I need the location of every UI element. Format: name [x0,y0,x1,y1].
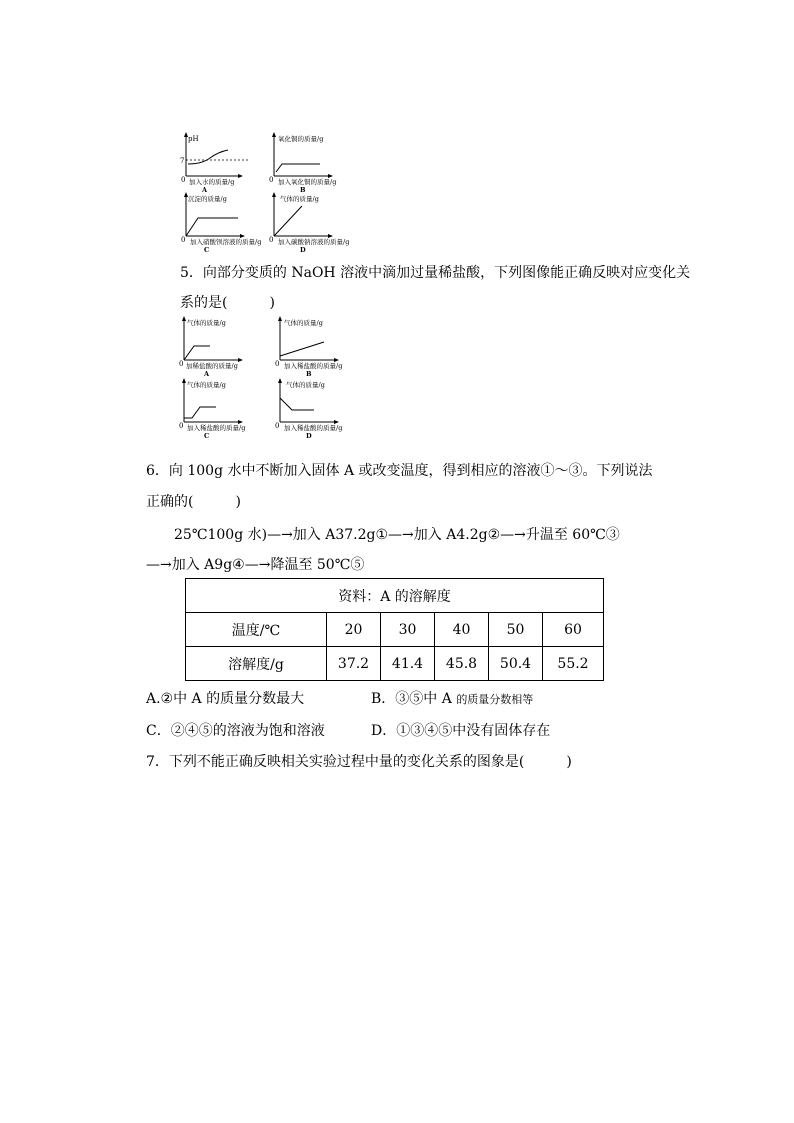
q4-a-origin: 0 [181,176,186,184]
q5-d-xlabel: 加入稀盐酸的质量/g [284,424,343,432]
q4-graph-b [268,132,358,194]
q5-graph-d [274,378,364,440]
temperature-cell: 40 [435,613,489,647]
solubility-cell: 55.2 [543,647,604,681]
q5-c-origin: 0 [179,422,184,430]
q5-stem-line1: 5．向部分变质的 NaOH 溶液中滴加过量稀盐酸，下列图像能正确反映对应变化关 [180,265,691,281]
q4-a-ylabel: pH [188,135,199,143]
solubility-table-title: 资料：A 的溶解度 [186,579,604,613]
q4-d-xlabel: 加入碳酸钠溶液的质量/g [278,238,350,246]
q5-a-letter: A [204,370,210,378]
q5-graph-a [178,316,268,378]
q5-b-ylabel: 气体的质量/g [284,319,323,327]
q5-b-xlabel: 加入稀盐酸的质量/g [284,362,343,370]
solubility-table [185,578,604,681]
q7-stem: 7．下列不能正确反映相关实验过程中量的变化关系的图象是( ) [146,754,572,770]
q6-option-a: A.②中 A 的质量分数最大 [146,691,305,707]
q4-graph-c [180,192,270,254]
q4-c-ylabel: 沉淀的质量/g [188,195,227,203]
q5-d-ylabel: 气体的质量/g [286,381,325,389]
q6-stem-line2: 正确的( ) [146,494,241,510]
q6-option-d: D．①③④⑤中没有固体存在 [371,723,551,739]
q4-b-letter: B [300,186,306,194]
q6-flow-line2: —→加入 A9g④—→降温至 50℃⑤ [146,557,365,573]
q4-d-letter: D [300,246,306,254]
q6-option-b-main: B．③⑤中 A [371,691,457,707]
q6-flow-line1: 25℃100g 水)—→加入 A37.2g①—→加入 A4.2g②—→升温至 60℃③ [174,527,620,543]
solubility-cell: 45.8 [435,647,489,681]
q5-a-ylabel: 气体的质量/g [187,319,226,327]
q5-c-ylabel: 气体的质量/g [187,381,226,389]
temperature-cell: 50 [489,613,543,647]
q5-b-origin: 0 [275,360,280,368]
q4-graph-a [180,132,260,194]
q6-option-b [371,688,533,708]
temperature-cell: 30 [381,613,435,647]
q4-c-origin: 0 [181,236,186,244]
q6-option-b-small: 的质量分数相等 [456,693,534,706]
q6-option-c: C．②④⑤的溶液为饱和溶液 [146,723,325,739]
q4-a-letter: A [202,186,208,194]
q6-stem-line1: 6．向 100g 水中不断加入固体 A 或改变温度，得到相应的溶液①～③。下列说法 [146,463,653,479]
q4-graph-d [268,192,358,254]
q4-a-ytick: 7 [180,157,185,165]
temperature-cell: 60 [543,613,604,647]
q5-d-origin: 0 [275,422,280,430]
solubility-cell: 50.4 [489,647,543,681]
q5-stem-line2: 系的是( ) [180,295,275,311]
q5-d-letter: D [306,432,312,440]
q4-c-xlabel: 加入硝酸钡溶液的质量/g [190,238,262,246]
q5-b-letter: B [306,370,312,378]
q5-c-xlabel: 加入稀盐酸的质量/g [187,424,246,432]
q4-d-ylabel: 气体的质量/g [280,195,319,203]
solubility-cell: 37.2 [327,647,381,681]
q5-a-origin: 0 [179,360,184,368]
q5-a-xlabel: 加稀盐酸的质量/g [186,362,238,370]
q4-b-ylabel: 氧化铜的质量/g [278,135,324,143]
solubility-header: 溶解度/g [186,647,327,681]
temperature-header: 温度/℃ [186,613,327,647]
q4-d-origin: 0 [269,236,274,244]
q5-graph-b [274,316,364,378]
q4-b-xlabel: 加入氧化铜的质量/g [278,178,337,186]
q5-c-letter: C [204,432,210,440]
temperature-cell: 20 [327,613,381,647]
q4-c-letter: C [204,246,210,254]
q4-b-origin: 0 [269,176,274,184]
q4-a-xlabel: 加入水的质量/g [189,178,235,186]
solubility-cell: 41.4 [381,647,435,681]
q5-graph-c [178,378,268,440]
